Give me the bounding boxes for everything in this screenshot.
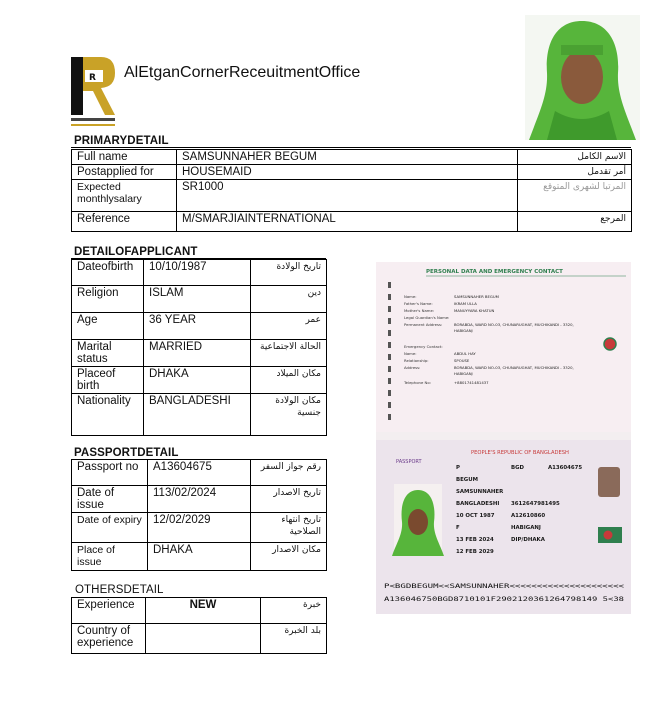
- bio-field: A13604675: [548, 465, 583, 471]
- label-nationality: Nationality: [72, 394, 144, 436]
- label-passport-no: Passport no: [72, 460, 148, 486]
- scan-field-key: Name:: [404, 351, 417, 356]
- value-nationality: BANGLADESHI: [144, 394, 251, 436]
- arabic-expected-salary: المرتبا لشهرى المتوقع: [518, 180, 632, 212]
- primary-detail-rule: [71, 147, 631, 148]
- perforation-mark: [388, 318, 391, 324]
- label-full-name: Full name: [72, 150, 177, 165]
- bio-field: 10 OCT 1987: [456, 513, 495, 519]
- arabic-place-of-issue: مكان الاصدار: [251, 543, 327, 571]
- table-row: [72, 165, 632, 180]
- others-detail-title: OTHERSDETAIL: [75, 584, 164, 596]
- value-dob: 10/10/1987: [144, 260, 251, 286]
- scan-field-value: SPOUSE: [454, 358, 470, 363]
- perforation-mark: [388, 306, 391, 312]
- arabic-dob: تاريخ الولادة: [251, 260, 327, 286]
- scan-field-key: Father's Name:: [404, 301, 433, 306]
- mrz-line-1: P<BGDBEGUM<<SAMSUNNAHER<<<<<<<<<<<<<<<<<<<<<: [384, 582, 625, 590]
- bio-field: BANGLADESHI: [456, 501, 500, 507]
- table-row: [72, 313, 327, 340]
- label-marital-status: Marital status: [72, 340, 144, 367]
- value-expected-salary: SR1000: [177, 180, 518, 212]
- table-row: [72, 543, 327, 571]
- scan-field-value: HABIGANJ: [454, 371, 473, 376]
- label-country-of-experience: Country of experience: [72, 624, 146, 654]
- mrz-line-2: A136046750BGD8710101F2902120361264798149 5<38: [384, 595, 625, 603]
- arabic-full-name: الاسم الكامل: [518, 150, 632, 165]
- logo-letters: R: [89, 73, 96, 83]
- label-experience: Experience: [72, 598, 146, 624]
- perforation-mark: [388, 294, 391, 300]
- perforation-mark: [388, 402, 391, 408]
- scan-field-key: Emergency Contact:: [404, 344, 443, 349]
- arabic-age: عمر: [251, 313, 327, 340]
- table-row: [72, 286, 327, 313]
- perforation-mark: [388, 282, 391, 288]
- value-age: 36 YEAR: [144, 313, 251, 340]
- label-place-of-issue: Place of issue: [72, 543, 148, 571]
- passport-label: PASSPORT: [396, 459, 422, 465]
- personal-data-heading: PERSONAL DATA AND EMERGENCY CONTACT: [426, 269, 563, 275]
- table-row: [72, 212, 632, 232]
- table-row: [72, 367, 327, 394]
- perforation-mark: [388, 390, 391, 396]
- scan-field-value: BORABDA, WARD NO-03, CHUNARUGHAT, MUCHIKANDI - 3320,: [454, 322, 574, 327]
- value-date-of-expiry: 12/02/2029: [148, 513, 251, 543]
- scan-field-key: Name:: [404, 294, 417, 299]
- table-row: [72, 340, 327, 367]
- arabic-religion: دين: [251, 286, 327, 313]
- label-date-of-issue: Date of issue: [72, 486, 148, 513]
- value-place-of-issue: DHAKA: [148, 543, 251, 571]
- scan-field-value: MANUYYARA KHATUN: [454, 308, 495, 313]
- bio-field: A12610860: [511, 513, 546, 519]
- value-marital-status: MARRIED: [144, 340, 251, 367]
- value-full-name: SAMSUNNAHER BEGUM: [177, 150, 518, 165]
- label-age: Age: [72, 313, 144, 340]
- flag-disc: [604, 531, 613, 540]
- scan-field-key: Relationship:: [404, 358, 429, 363]
- bio-heading: PEOPLE'S REPUBLIC OF BANGLADESH: [471, 450, 569, 456]
- perforation-mark: [388, 378, 391, 384]
- label-religion: Religion: [72, 286, 144, 313]
- passport-detail-title: PASSPORTDETAIL: [74, 447, 179, 459]
- company-logo: [71, 57, 116, 135]
- bio-field: BGD: [511, 465, 525, 471]
- scan-field-value: IKRAM ULLA: [454, 301, 477, 306]
- applicant-detail-table: [71, 259, 327, 436]
- scan-field-value: +8801741481437: [454, 380, 489, 385]
- table-row: [72, 460, 327, 486]
- value-post-applied: HOUSEMAID: [177, 165, 518, 180]
- bio-field: SAMSUNNAHER: [456, 489, 504, 495]
- value-country-of-experience: [146, 624, 261, 654]
- scan-field-key: Mother's Name:: [404, 308, 435, 313]
- arabic-nationality: مكان الولادة جنسية: [251, 394, 327, 436]
- bio-field: P: [456, 465, 460, 471]
- arabic-marital-status: الحالة الاجتماعية: [251, 340, 327, 367]
- primary-detail-table: [71, 149, 632, 232]
- bangladesh-emblem: [604, 338, 616, 350]
- scan-field-key: Address:: [404, 365, 421, 370]
- perforation-mark: [388, 354, 391, 360]
- office-name: AlEtganCornerReceuitmentOffice: [124, 64, 361, 81]
- arabic-date-of-issue: تاريخ الاصدار: [251, 486, 327, 513]
- label-expected-salary: Expected monthlysalary: [72, 180, 177, 212]
- value-date-of-issue: 113/02/2024: [148, 486, 251, 513]
- value-reference: M/SMARJIAINTERNATIONAL: [177, 212, 518, 232]
- perforation-mark: [388, 342, 391, 348]
- bio-field: 12 FEB 2029: [456, 549, 494, 555]
- value-religion: ISLAM: [144, 286, 251, 313]
- bio-field: DIP/DHAKA: [511, 537, 545, 543]
- scan-field-value: ABDUL HAY: [454, 351, 476, 356]
- table-row: [72, 260, 327, 286]
- bio-field: F: [456, 525, 460, 531]
- bio-field: HABIGANJ: [511, 525, 541, 531]
- arabic-date-of-expiry: تاريخ انتهاء الصلاحية: [251, 513, 327, 543]
- label-place-of-birth: Placeof birth: [72, 367, 144, 394]
- passport-scan: [376, 262, 631, 614]
- scan-field-value: BORABDA, WARD NO-03, CHUNARUGHAT, MUCHIKANDI - 3320,: [454, 365, 574, 370]
- value-place-of-birth: DHAKA: [144, 367, 251, 394]
- arabic-country-of-experience: بلد الخبرة: [261, 624, 327, 654]
- others-detail-table: [71, 597, 327, 654]
- arabic-passport-no: رقم جواز السفر: [251, 460, 327, 486]
- arabic-experience: خبرة: [261, 598, 327, 624]
- arabic-reference: المرجع: [518, 212, 632, 232]
- table-row: [72, 513, 327, 543]
- perforation-mark: [388, 330, 391, 336]
- arabic-place-of-birth: مكان الميلاد: [251, 367, 327, 394]
- label-date-of-expiry: Date of expiry: [72, 513, 148, 543]
- label-reference: Reference: [72, 212, 177, 232]
- bio-field: BEGUM: [456, 477, 478, 483]
- applicant-detail-title: DETAILOFAPPLICANT: [74, 246, 198, 258]
- label-post-applied: Postapplied for: [72, 165, 177, 180]
- scan-field-key: Telephone No:: [404, 380, 431, 385]
- table-row: [72, 486, 327, 513]
- bio-photo-face: [408, 509, 428, 535]
- passport-scan-svg: [376, 262, 631, 614]
- table-row: [72, 624, 327, 654]
- scan-field-value: SAMSUNNAHER BEGUM: [454, 294, 499, 299]
- passport-chip: [598, 467, 620, 497]
- perforation-mark: [388, 414, 391, 420]
- perforation-mark: [388, 366, 391, 372]
- passport-detail-table: [71, 459, 327, 571]
- table-row: [72, 394, 327, 436]
- value-passport-no: A13604675: [148, 460, 251, 486]
- scan-field-key: Permanent Address:: [404, 322, 443, 327]
- applicant-photo: [525, 15, 640, 140]
- label-dob: Dateofbirth: [72, 260, 144, 286]
- bio-field: 3612647981495: [511, 501, 560, 507]
- value-experience: NEW: [146, 598, 261, 624]
- bio-field: 13 FEB 2024: [456, 537, 494, 543]
- scan-field-value: HABIGANJ: [454, 328, 473, 333]
- scan-field-key: Legal Guardian's Name:: [404, 315, 450, 320]
- arabic-post-applied: أمر تقدمل: [518, 165, 632, 180]
- primary-detail-title: PRIMARYDETAIL: [74, 135, 169, 147]
- table-row: [72, 598, 327, 624]
- table-row: [72, 180, 632, 212]
- table-row: [72, 150, 632, 165]
